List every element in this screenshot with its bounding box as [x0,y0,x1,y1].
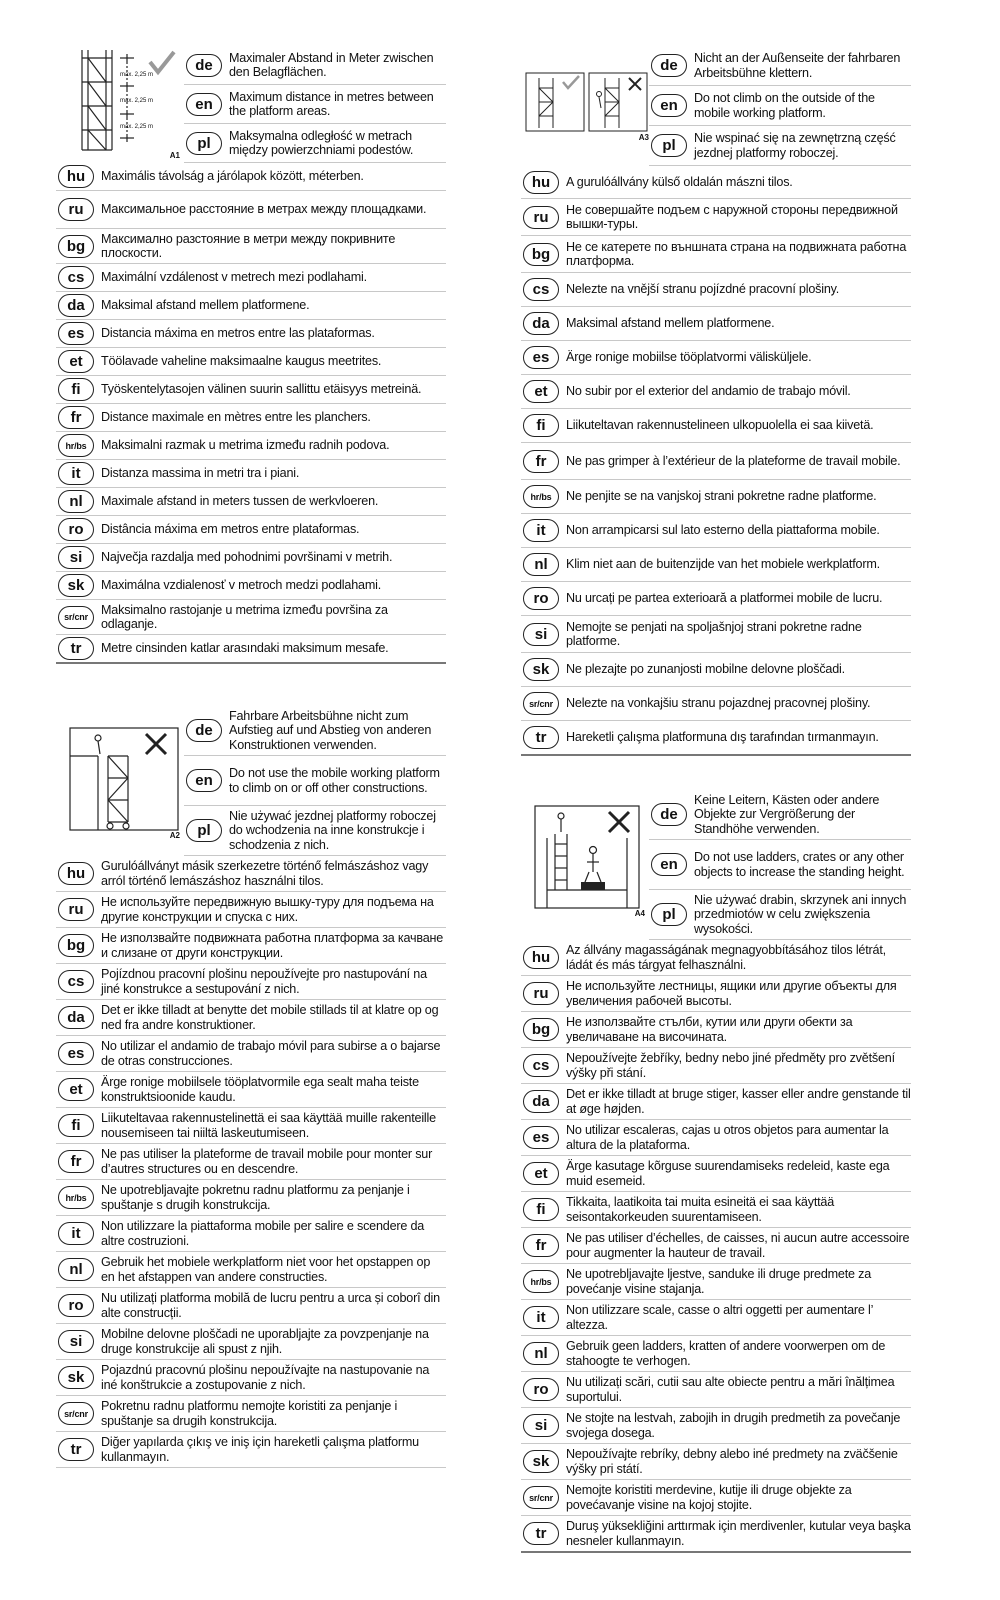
instruction-text: Maximális távolság a járólapok között, méterben. [101,169,364,184]
instruction-text: Duruş yüksekliğini arttırmak için merdivenler, kutular veya başka nesneler kullanmayın. [566,1519,911,1548]
instruction-text: Не используйте лестницы, ящики или другие объекты для увеличения рабочей высоты. [566,979,897,1008]
instruction-text: Не използвайте подвижната работна платформа за качване и слизане от други конструкции. [101,931,444,960]
instruction-row [521,548,911,582]
instruction-row [521,1156,911,1192]
lang-badge: nl [523,1342,559,1365]
lang-badge: bg [523,243,559,266]
lang-badge: hr/bs [523,485,559,508]
lang-badge: cs [58,970,94,993]
lang-badge: fi [523,414,559,437]
instruction-text: Az állvány magasságának megnagyobbításához tilos létrát, ládát és más tárgyat felhasználni. [566,943,886,972]
check-icon [150,52,174,72]
instruction-row [56,1252,446,1288]
instruction-text: Ne upotrebljavajte pokretnu radnu platformu za penjanje i spuštanje s drugih konstrukcija. [101,1183,410,1212]
instruction-text: Pojazdnú pracovnú plošinu nepoužívajte na nastupovanie na iné konštrukcie a zostupovanie z nich. [101,1363,430,1392]
instruction-text: Nie używać drabin, skrzynek ani innych przedmiotów w celu zwiększenia wysokości. [694,892,907,936]
instruction-text: Nu utilizați platforma mobilă de lucru pentru a urca și coborî din alte construcții. [101,1291,440,1320]
lang-badge: es [58,322,94,345]
instruction-text: Gebruik het mobiele werkplatform niet voor het opstappen op en het afstappen van andere constructies. [101,1255,431,1284]
instruction-row [56,928,446,964]
instruction-row [56,432,446,460]
instruction-row [649,890,911,940]
lang-badge: ru [58,198,94,221]
instruction-row [56,1036,446,1072]
instruction-row [521,1372,911,1408]
lang-badge: es [58,1042,94,1065]
lang-badge: tr [58,1438,94,1461]
instruction-row [184,706,446,756]
lang-badge: ru [523,982,559,1005]
instruction-text: Distance maximale en mètres entre les planchers. [101,410,371,425]
instruction-text: Nemojte koristiti merdevine, kutije ili druge objekte za povećavanje visine na kojoj stojite. [566,1483,852,1512]
instruction-text: Nepoužívajte rebríky, debny alebo iné predmety na zväčšenie výšky pri státí. [566,1447,898,1476]
instruction-text: Distanza massima in metri tra i piani. [101,466,300,481]
instruction-row [56,635,446,664]
instruction-text: Gebruik geen ladders, kratten of andere voorwerpen om de stahoogte te verhogen. [566,1339,886,1368]
lang-badge: si [58,1330,94,1353]
instruction-row [56,404,446,432]
instruction-text: Ne upotrebljavajte ljestve, sanduke ili druge predmete za povećanje visine stajanja. [566,1267,872,1296]
lang-badge: et [58,1078,94,1101]
figure-a2 [68,726,180,838]
instruction-text: Максимальное расстояние в метрах между площадками. [101,202,427,217]
instruction-text: Metre cinsinden katlar arasındaki maksimum mesafe. [101,641,389,656]
instruction-row [649,840,911,890]
lang-badge: sr/cnr [523,1486,559,1509]
instruction-text: Nelezte na vonkajšiu stranu pojazdnej pracovnej plošiny. [566,696,871,711]
instruction-text: Максимално разстояние в метри между покривните плоскости. [101,231,396,260]
instruction-row [521,1264,911,1300]
lang-badge: cs [523,1054,559,1077]
instruction-text: Do not use ladders, crates or any other objects to increase the standing height. [694,850,905,879]
instruction-row [649,790,911,840]
instruction-row [56,1108,446,1144]
instruction-text: Največja razdalja med pohodnimi površinami v metrih. [101,550,393,565]
lang-badge: pl [186,819,222,842]
instruction-row [521,166,911,199]
lang-badge: bg [523,1018,559,1041]
instruction-text: Töölavade vaheline maksimaalne kaugus meetrites. [101,354,382,369]
lang-badge: da [523,1090,559,1113]
instruction-text: Distancia máxima en metros entre las plataformas. [101,326,375,341]
instruction-text: Ne pas utiliser la plateforme de travail mobile pour monter sur d’autres structures ou en descendre. [101,1147,433,1176]
instruction-row [521,236,911,273]
instruction-text: Non utilizzare scale, casse o altri oggetti per aumentare l’ altezza. [566,1303,873,1332]
lang-badge: ro [523,587,559,610]
instruction-text: Ne pas utiliser d’échelles, de caisses, ni aucun autre accessoire pour augmenter la hauteur de travail. [566,1231,910,1260]
lang-badge: si [58,546,94,569]
lang-badge: it [523,1306,559,1329]
instruction-text: Nu utilizați scări, cutii sau alte obiecte pentru a mări înălțimea suportului. [566,1375,895,1404]
instruction-row [56,264,446,292]
instruction-row [56,544,446,572]
instruction-row [184,756,446,806]
instruction-row [56,1144,446,1180]
instruction-text: Maksimalno rastojanje u metrima između površina za odlaganje. [101,602,388,631]
instruction-text: Не совершайте подъем с наружной стороны передвижной вышки-туры. [566,202,898,231]
instruction-text: Maximálna vzdialenosť v metroch medzi podlahami. [101,578,382,593]
scaffold-illustration [525,72,649,142]
instruction-text: Do not use the mobile working platform to climb on or off other constructions. [229,766,440,795]
figure-label: max. 2,25 m [120,124,154,130]
instruction-row [521,1192,911,1228]
instruction-row [56,600,446,635]
instruction-text: Maximální vzdálenost v metrech mezi podlahami. [101,270,367,285]
instruction-row [521,1012,911,1048]
lang-badge: fr [58,406,94,429]
figure-caption: A2 [169,831,180,840]
instruction-text: Fahrbare Arbeitsbühne nicht zum Aufstieg auf und Abstieg von anderen Konstruktionen verwenden. [229,708,432,752]
instruction-row [56,1216,446,1252]
instruction-row [521,375,911,409]
lang-badge: da [58,1006,94,1029]
lang-badge: fr [523,450,559,473]
instruction-row [521,199,911,236]
instruction-row [521,1048,911,1084]
lang-badge: si [523,1414,559,1437]
instruction-row [521,409,911,443]
instruction-row [184,85,446,124]
instruction-row [56,572,446,600]
instruction-text: Maximum distance in metres between the platform areas. [229,89,434,118]
instruction-text: Maksimal afstand mellem platformene. [566,316,775,331]
instruction-row [56,1000,446,1036]
lang-badge: et [523,380,559,403]
instruction-text: Liikuteltavan rakennustelineen ulkopuolella ei saa kiivetä. [566,418,874,433]
instruction-text: Ne stojte na lestvah, zabojih in drugih predmetih za povečanje svojega dosega. [566,1411,901,1440]
figure-label: max. 2,25 m [120,72,154,78]
lang-badge: hr/bs [523,1270,559,1293]
instruction-row [56,348,446,376]
scaffold-illustration [68,726,180,838]
instruction-row [184,806,446,856]
lang-badge: en [651,94,687,117]
instruction-row [521,1300,911,1336]
lang-badge: hu [58,862,94,885]
lang-badge: hu [523,946,559,969]
instruction-text: Maksymalna odległość w metrach między powierzchniami podestów. [229,128,414,157]
instruction-text: Не используйте передвижную вышку-туру для подъема на другие конструкции и спуска с них. [101,895,434,924]
instruction-text: Ne pas grimper à l’extérieur de la plateforme de travail mobile. [566,453,901,468]
instruction-row [521,307,911,341]
figure-a4 [533,804,645,916]
instruction-row [649,46,911,86]
instruction-row [521,1408,911,1444]
cross-icon [609,812,629,832]
lang-badge: fi [58,378,94,401]
instruction-row [649,126,911,166]
instruction-row [521,1084,911,1120]
lang-badge: en [651,853,687,876]
lang-badge: si [523,623,559,646]
lang-badge: sr/cnr [58,1402,94,1425]
instruction-text: Ärge kasutage kõrguse suurendamiseks redeleid, kaste ega muid esemeid. [566,1159,890,1188]
instruction-text: Nicht an der Außenseite der fahrbaren Arbeitsbühne klettern. [694,51,901,80]
lang-badge: it [58,462,94,485]
figure-caption: A4 [634,909,645,918]
lang-badge: nl [58,490,94,513]
instruction-text: Mobilne delovne ploščadi ne uporabljajte za povzpenjanje na druge konstrukcije ali spust z njih. [101,1327,429,1356]
instruction-text: Ärge ronige mobiilsele tööplatvormile ega sealt maha teiste konstruktsioonide kaudu. [101,1075,419,1104]
instruction-text: Maksimal afstand mellem platformene. [101,298,310,313]
instruction-row [56,1072,446,1108]
instruction-row [56,1180,446,1216]
check-icon [563,76,579,88]
lang-badge: et [58,350,94,373]
lang-badge: de [651,54,687,77]
instruction-text: Nemojte se penjati na spoljašnjoj strani pokretne radne platforme. [566,619,862,648]
instruction-text: Не се катерете по външната страна на подвижната работна платформа. [566,239,907,268]
figure-caption: A3 [638,133,649,142]
lang-badge: en [186,93,222,116]
instruction-row [56,229,446,264]
instruction-text: Det er ikke tilladt at bruge stiger, kasser eller andre genstande til at øge højden. [566,1087,911,1116]
lang-badge: ru [58,898,94,921]
instruction-text: Nu urcați pe partea exterioară a platformei mobile de lucru. [566,591,883,606]
instruction-row [521,687,911,721]
instruction-text: Maksimalni razmak u metrima između radnih podova. [101,438,390,453]
instruction-text: Ärge ronige mobiilse tööplatvormi välisküljele. [566,350,812,365]
figure-a1 [68,46,180,158]
instruction-row [521,616,911,653]
lang-badge: fr [523,1234,559,1257]
lang-badge: fr [58,1150,94,1173]
lang-badge: de [186,719,222,742]
instruction-text: Distância máxima em metros entre plataformas. [101,522,360,537]
instruction-row [56,1432,446,1468]
lang-badge: hu [523,171,559,194]
lang-badge: it [58,1222,94,1245]
instruction-text: Det er ikke tilladt at benytte det mobile stillads til at klatre op og ned fra andre konstruktioner. [101,1003,439,1032]
scaffold-illustration [533,804,645,916]
lang-badge: bg [58,934,94,957]
lang-badge: es [523,1126,559,1149]
instruction-row [56,1396,446,1432]
instruction-row [521,1444,911,1480]
instruction-row [521,1120,911,1156]
lang-badge: hr/bs [58,1186,94,1209]
instruction-row [56,856,446,892]
instruction-text: Non arrampicarsi sul lato esterno della piattaforma mobile. [566,523,880,538]
instruction-text: Nie używać jezdnej platformy roboczej do wchodzenia na inne konstrukcje i schodzenia z nich. [229,808,436,852]
instruction-row [184,46,446,85]
instruction-row [521,514,911,548]
lang-badge: de [651,803,687,826]
instruction-row [56,1288,446,1324]
instruction-row [521,653,911,687]
instruction-text: No subir por el exterior del andamio de trabajo móvil. [566,384,851,399]
lang-badge: fi [523,1198,559,1221]
instruction-text: Tikkaita, laatikoita tai muita esineitä ei saa käyttää seisontakorkeuden suurentamiseen. [566,1195,835,1224]
instruction-row [521,582,911,616]
instruction-row [56,191,446,229]
instruction-row [56,320,446,348]
lang-badge: ro [58,1294,94,1317]
instruction-text: Maximaler Abstand in Meter zwischen den Belagflächen. [229,50,434,79]
lang-badge: pl [186,132,222,155]
lang-badge: nl [58,1258,94,1281]
instruction-row [184,124,446,163]
instruction-text: Työskentelytasojen välinen suurin sallittu etäisyys metreinä. [101,382,422,397]
lang-badge: pl [651,903,687,926]
instruction-row [521,940,911,976]
instruction-text: Klim niet aan de buitenzijde van het mobiele werkplatform. [566,557,880,572]
instruction-text: Diğer yapılarda çıkış ve iniş için hareketli çalışma platformu kullanmayın. [101,1435,419,1464]
instruction-row [521,443,911,480]
instruction-text: Do not climb on the outside of the mobile working platform. [694,91,875,120]
lang-badge: sr/cnr [523,692,559,715]
instruction-row [521,273,911,307]
lang-badge: sr/cnr [58,606,94,629]
instruction-row [56,163,446,191]
instruction-text: No utilizar escaleras, cajas u otros objetos para aumentar la altura de la plataforma. [566,1123,889,1152]
lang-badge: it [523,519,559,542]
lang-badge: cs [58,266,94,289]
instruction-text: A gurulóállvány külső oldalán mászni tilos. [566,174,793,189]
instruction-row [56,1324,446,1360]
lang-badge: en [186,769,222,792]
lang-badge: fi [58,1114,94,1137]
instruction-row [521,976,911,1012]
lang-badge: da [58,294,94,317]
lang-badge: sk [58,1366,94,1389]
figure-caption: A1 [169,151,180,160]
instruction-text: Keine Leitern, Kästen oder andere Objekte zur Vergrößerung der Standhöhe verwenden. [694,792,880,836]
instruction-text: Ne plezajte po zunanjosti mobilne delovne ploščadi. [566,662,845,677]
instruction-row [56,292,446,320]
instruction-text: Nie wspinać się na zewnętrzną część jezdnej platformy roboczej. [694,131,896,160]
lang-badge: tr [58,637,94,660]
lang-badge: da [523,312,559,335]
instruction-text: Gurulóállványt másik szerkezetre történő felmászáshoz vagy arról történő lemászáshoz használni tilos. [101,859,429,888]
instruction-row [56,964,446,1000]
lang-badge: cs [523,278,559,301]
lang-badge: tr [523,1522,559,1545]
instruction-text: Non utilizzare la piattaforma mobile per salire e scendere da altre costruzioni. [101,1219,425,1248]
instruction-row [56,516,446,544]
instruction-row [56,488,446,516]
instruction-text: Не използвайте стълби, кутии или други обекти за увеличаване на височината. [566,1015,853,1044]
lang-badge: et [523,1162,559,1185]
cross-icon [629,78,641,90]
instruction-text: Maximale afstand in meters tussen de werkvloeren. [101,494,379,509]
lang-badge: es [523,346,559,369]
lang-badge: sk [523,658,559,681]
figure-a3 [525,72,649,142]
cross-icon [146,734,166,754]
instruction-row [56,460,446,488]
figure-label: max. 2,25 m [120,98,154,104]
lang-badge: nl [523,553,559,576]
instruction-row [521,1516,911,1553]
instruction-row [56,1360,446,1396]
instruction-row [521,721,911,756]
instruction-row [56,892,446,928]
instruction-text: No utilizar el andamio de trabajo móvil para subirse a o bajarse de otras construcciones. [101,1039,441,1068]
instruction-text: Ne penjite se na vanjskoj strani pokretne radne platforme. [566,489,877,504]
instruction-row [521,1228,911,1264]
lang-badge: de [186,54,222,77]
lang-badge: ro [58,518,94,541]
lang-badge: hr/bs [58,434,94,457]
instruction-row [56,376,446,404]
lang-badge: sk [58,574,94,597]
lang-badge: sk [523,1450,559,1473]
instruction-text: Liikuteltavaa rakennustelinettä ei saa käyttää muille rakenteille nousemiseen tai niiltä laskeutumiseen. [101,1111,436,1140]
instruction-row [521,1480,911,1516]
instruction-row [521,1336,911,1372]
instruction-text: Nelezte na vnější stranu pojízdné pracovní plošiny. [566,282,840,297]
lang-badge: ro [523,1378,559,1401]
lang-badge: bg [58,235,94,258]
lang-badge: hu [58,165,94,188]
instruction-text: Hareketli çalışma platformuna dış tarafından tırmanmayın. [566,730,879,745]
instruction-row [521,480,911,514]
lang-badge: pl [651,134,687,157]
instruction-text: Nepoužívejte žebříky, bedny nebo jiné předměty pro zvětšení výšky při stání. [566,1051,895,1080]
instruction-text: Pokretnu radnu platformu nemojte koristiti za penjanje i spuštanje sa drugih konstrukcija. [101,1399,398,1428]
lang-badge: ru [523,206,559,229]
instruction-row [649,86,911,126]
lang-badge: tr [523,726,559,749]
instruction-row [521,341,911,375]
instruction-text: Pojízdnou pracovní plošinu nepoužívejte pro nastupování na jiné konstrukce a sestupování z nich. [101,967,427,996]
